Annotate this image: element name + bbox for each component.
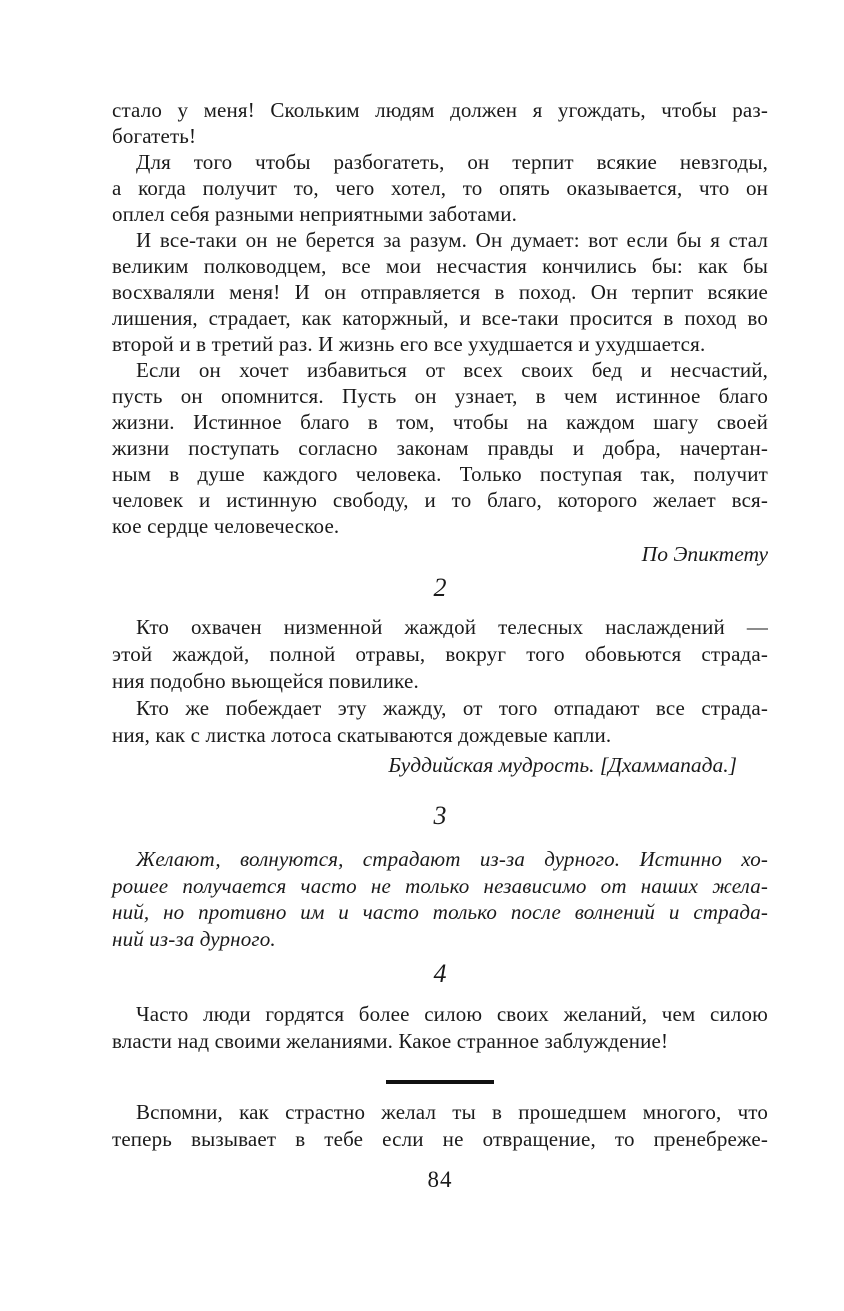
text-column [112, 97, 768, 1193]
section-divider-rule [386, 1080, 494, 1084]
section-3-italic [112, 846, 768, 952]
text-line: восхваляли меня! И он отправляется в поход. Он терпит всякие [112, 280, 768, 304]
section-1 [112, 97, 768, 539]
text-line: Для того чтобы разбогатеть, он терпит всякие невзгоды, [136, 150, 768, 174]
text-line: ния, как с листка лотоса скатываются дождевые капли. [112, 723, 612, 747]
text-line: Вспомни, как страстно желал ты в прошедшем многого, что [136, 1100, 768, 1124]
text-line: ния подобно вьющейся повилике. [112, 669, 419, 693]
text-line: рошее получается часто не только независимо от наших жела- [112, 873, 768, 898]
text-line: Кто охвачен низменной жаждой телесных наслаждений — [136, 615, 768, 639]
text-line: пусть он опомнится. Пусть он узнает, в чем истинное благо [112, 384, 768, 408]
text-line: оплел себя разными неприятными заботами. [112, 202, 518, 226]
text-line: теперь вызывает в тебе если не отвращение, то пренебреже- [112, 1127, 768, 1151]
text-line: лишения, страдает, как каторжный, и все-таки просится в поход во [112, 306, 768, 330]
text-line: жизни. Истинное благо в том, чтобы на каждом шагу своей [112, 410, 768, 434]
section-2 [112, 614, 768, 749]
text-line: великим полководцем, все мои несчастия кончились бы: как бы [112, 254, 768, 278]
text-line: ным в душе каждого человека. Только поступая так, получит [112, 462, 768, 486]
section-5 [112, 1099, 768, 1153]
text-line: Желают, волнуются, страдают из-за дурного. Истинно хо- [136, 847, 768, 871]
text-line: человек и истинную свободу, и то благо, которого желает вся- [112, 488, 768, 512]
text-line: второй и в третий раз. И жизнь его все ухудшается и ухудшается. [112, 332, 706, 356]
text-line: Кто же побеждает эту жажду, от того отпадают все страда- [136, 696, 768, 720]
text-line: жизни поступать согласно законам правды и добра, начертан- [112, 436, 768, 460]
attribution-buddhist-wisdom: Буддийская мудрость. [Дхаммапада.] [388, 753, 737, 777]
section-number-3: 3 [433, 801, 447, 830]
text-line: этой жаждой, полной отравы, вокруг того обовьются страда- [112, 642, 768, 666]
text-line: И все-таки он не берется за разум. Он думает: вот если бы я стал [136, 228, 768, 252]
attribution-epictetus: По Эпиктету [641, 542, 768, 566]
text-line: богатеть! [112, 124, 197, 148]
text-line: Если он хочет избавиться от всех своих бед и несчастий, [136, 358, 768, 382]
page-number: 84 [427, 1167, 453, 1192]
section-number-2: 2 [433, 573, 447, 602]
section-number-4: 4 [433, 959, 447, 988]
text-line: ний, но противно им и часто только после волнений и страда- [112, 900, 768, 924]
text-line: кое сердце человеческое. [112, 514, 340, 538]
text-line: стало у меня! Скольким людям должен я угождать, чтобы раз- [112, 98, 768, 122]
section-4 [112, 1001, 768, 1055]
text-line: ний из-за дурного. [112, 926, 276, 951]
text-line: Часто люди гордятся более силою своих желаний, чем силою [136, 1002, 768, 1026]
text-line: власти над своими желаниями. Какое странное заблуждение! [112, 1029, 669, 1053]
text-line: а когда получит то, чего хотел, то опять оказывается, что он [112, 176, 768, 200]
